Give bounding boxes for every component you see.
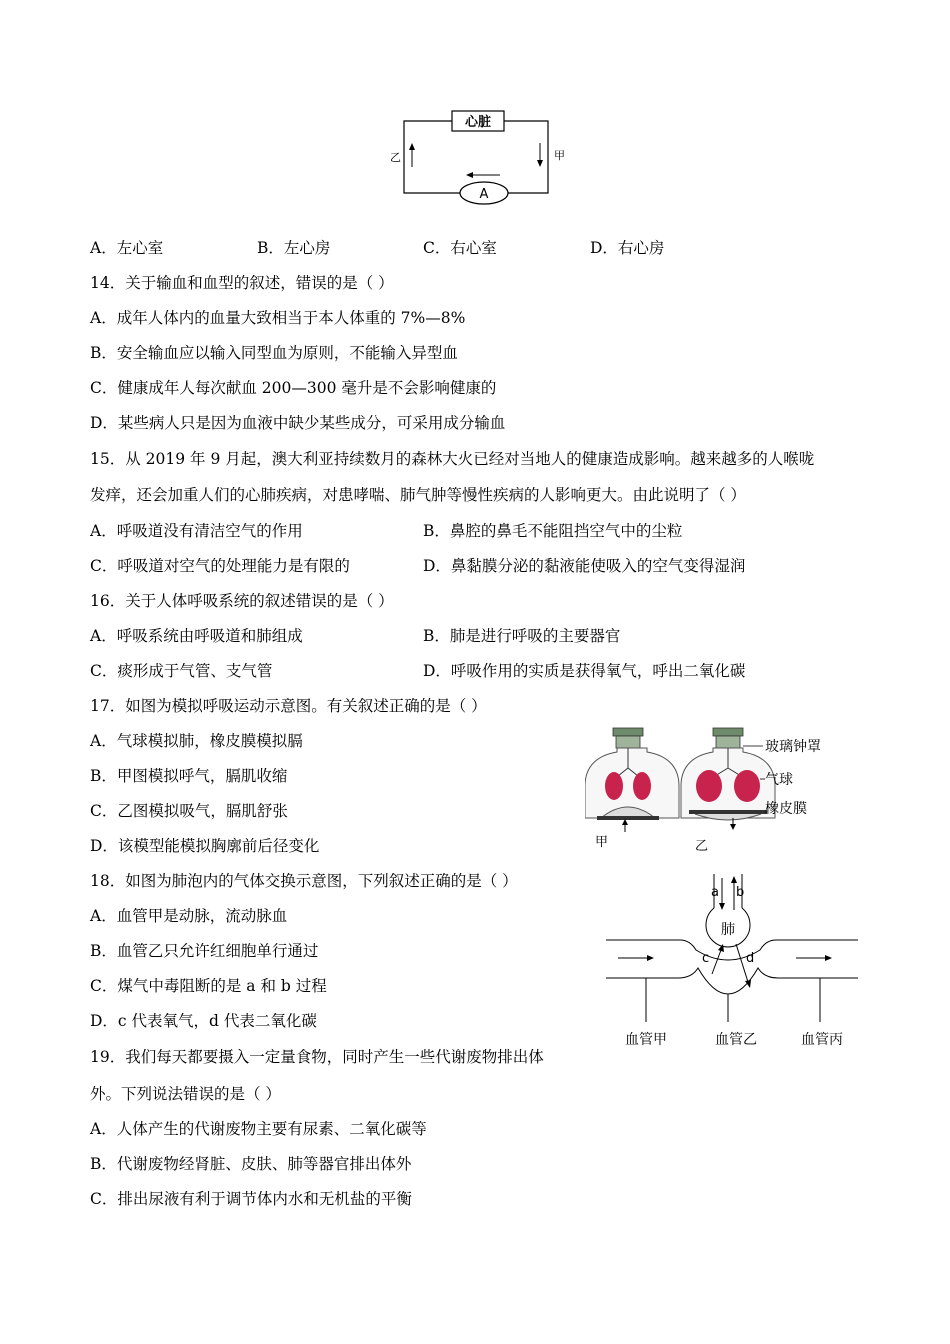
q14-option-a[interactable]: A．成年人体内的血量大致相当于本人体重的 7%—8% (90, 309, 466, 327)
q15-option-c[interactable]: C．呼吸道对空气的处理能力是有限的 (90, 557, 350, 575)
balloon-right (734, 770, 760, 802)
q13-option-a[interactable]: A．左心室 (90, 239, 164, 257)
q17-stem: 17．如图为模拟呼吸运动示意图。有关叙述正确的是（ ） (90, 697, 487, 715)
q16-option-d[interactable]: D．呼吸作用的实质是获得氧气，呼出二氧化碳 (423, 662, 746, 680)
vessel-yi-label: 乙 (390, 151, 401, 164)
q15-option-b[interactable]: B．鼻腔的鼻毛不能阻挡空气中的尘粒 (423, 522, 683, 540)
q13-option-b[interactable]: B．左心房 (257, 239, 331, 257)
c-label: c (702, 951, 710, 966)
q18-option-b[interactable]: B．血管乙只允许红细胞单行通过 (90, 942, 319, 960)
organ-a-label: A (479, 187, 489, 202)
balloon-right (633, 772, 651, 800)
arrow-down-icon (537, 160, 543, 167)
vessel-bing-label: 血管丙 (801, 1032, 843, 1048)
q14-option-b[interactable]: B．安全输血应以输入同型血为原则，不能输入异型血 (90, 344, 458, 362)
q16-stem: 16．关于人体呼吸系统的叙述错误的是（ ） (90, 592, 394, 610)
arrow-up-icon (409, 143, 415, 150)
arrow-right-icon (647, 955, 654, 961)
q14-option-d[interactable]: D．某些病人只是因为血液中缺少某些成分，可采用成分输血 (90, 414, 506, 432)
membrane-label: 橡皮膜 (765, 801, 807, 817)
breathing-model-diagram (585, 722, 845, 858)
heart-box-label: 心脏 (464, 115, 492, 130)
q16-option-a[interactable]: A．呼吸系统由呼吸道和肺组成 (90, 627, 303, 645)
lung-label: 肺 (721, 922, 735, 938)
q13-option-d[interactable]: D．右心房 (590, 239, 665, 257)
vessel-yi-label: 血管乙 (715, 1032, 757, 1048)
q15-stem-line1: 15．从 2019 年 9 月起，澳大利亚持续数月的森林大火已经对当地人的健康造成影响。越来越多的人喉咙 (90, 450, 815, 468)
q19-option-a[interactable]: A．人体产生的代谢废物主要有尿素、二氧化碳等 (90, 1120, 427, 1138)
q16-option-b[interactable]: B．肺是进行呼吸的主要器官 (423, 627, 621, 645)
q16-option-c[interactable]: C．痰形成于气管、支气管 (90, 662, 273, 680)
q15-option-d[interactable]: D．鼻黏膜分泌的黏液能使吸入的空气变得湿润 (423, 557, 746, 575)
jia-label: 甲 (595, 835, 609, 850)
arrow-right-icon (825, 955, 832, 961)
vessel-jia-label: 甲 (554, 149, 565, 162)
q13-option-c[interactable]: C．右心室 (423, 239, 497, 257)
d-label: d (746, 951, 755, 966)
balloon-left (696, 770, 722, 802)
arrow-down-icon (745, 980, 751, 988)
q18-option-a[interactable]: A．血管甲是动脉，流动脉血 (90, 907, 288, 925)
balloon-label: 气球 (765, 772, 793, 788)
arrow-up-icon (731, 876, 737, 883)
yi-label: 乙 (695, 839, 709, 854)
q19-stem-line2: 外。下列说法错误的是（ ） (90, 1085, 281, 1103)
q19-option-c[interactable]: C．排出尿液有利于调节体内水和无机盐的平衡 (90, 1190, 412, 1208)
q17-option-b[interactable]: B．甲图模拟呼气，膈肌收缩 (90, 767, 288, 785)
arrow-left-icon (466, 172, 473, 178)
balloon-left (605, 772, 623, 800)
arrow-down-icon (730, 824, 736, 830)
q15-stem-line2: 发痒，还会加重人们的心肺疾病，对患哮喘、肺气肿等慢性疾病的人影响更大。由此说明了（ ） (90, 486, 746, 504)
jar-yi (681, 728, 775, 854)
q18-stem: 18．如图为肺泡内的气体交换示意图，下列叙述正确的是（ ） (90, 872, 518, 890)
heart-circulation-diagram (380, 105, 580, 210)
q15-option-a[interactable]: A．呼吸道没有清洁空气的作用 (90, 522, 303, 540)
q18-option-d[interactable]: D．c 代表氧气，d 代表二氧化碳 (90, 1012, 317, 1030)
q18-option-c[interactable]: C．煤气中毒阻断的是 a 和 b 过程 (90, 977, 327, 995)
bell-jar-label: 玻璃钟罩 (765, 739, 821, 755)
q19-option-b[interactable]: B．代谢废物经肾脏、皮肤、肺等器官排出体外 (90, 1155, 412, 1173)
q19-stem-line1: 19．我们每天都要摄入一定量食物，同时产生一些代谢废物排出体 (90, 1048, 544, 1066)
q14-stem: 14．关于输血和血型的叙述，错误的是（ ） (90, 274, 394, 292)
q14-option-c[interactable]: C．健康成年人每次献血 200—300 毫升是不会影响健康的 (90, 379, 497, 397)
jar-jia (585, 728, 679, 850)
b-label: b (736, 885, 745, 900)
q17-option-c[interactable]: C．乙图模拟吸气，膈肌舒张 (90, 802, 288, 820)
vessel-jia-label: 血管甲 (625, 1032, 667, 1048)
a-label: a (711, 885, 719, 900)
q17-option-a[interactable]: A．气球模拟肺，橡皮膜模拟膈 (90, 732, 303, 750)
q17-option-d[interactable]: D．该模型能模拟胸廓前后径变化 (90, 837, 320, 855)
alveolus-gas-exchange-diagram (600, 870, 862, 1052)
